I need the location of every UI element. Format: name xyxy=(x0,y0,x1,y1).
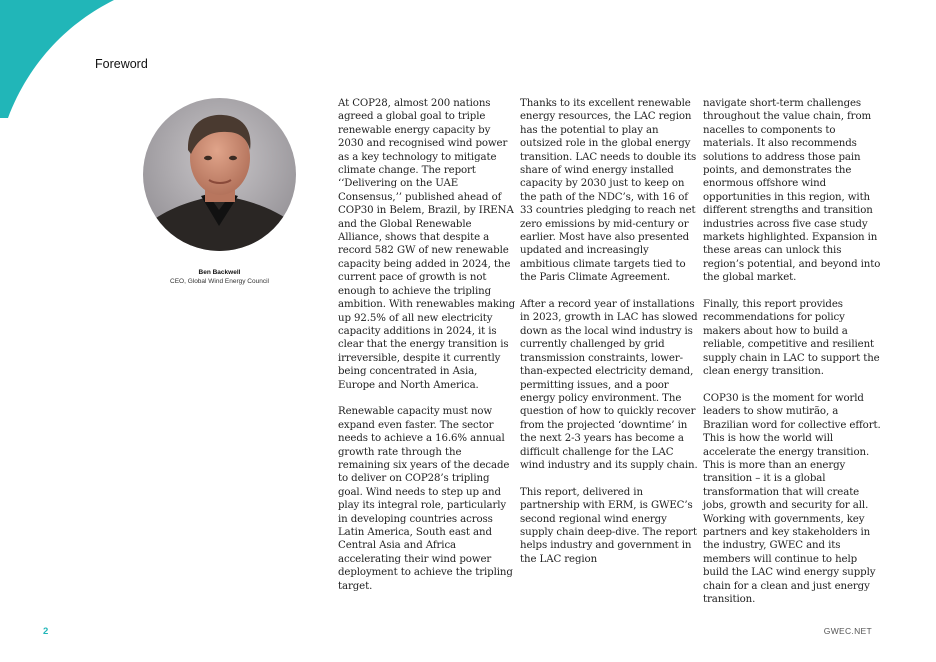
paragraph: Thanks to its excellent renewable energy resources, the LAC region has the potential to play an outsized role in the global energy transition. LAC needs to double its share of wind energy installed capacity by 2030 just to keep on the path of the NDC’s, with 16 of 33 countries pledging to reach net zero emissions by mid-century or earlier. Most have also presented updated and increasingly ambitious climate targets tied to the Paris Climate Agreement. xyxy=(520,98,697,284)
paragraph: This report, delivered in partnership with ERM, is GWEC’s second regional wind energy supply chain deep-dive. The report helps industry and government in the LAC region xyxy=(520,486,697,565)
text-column-2 xyxy=(520,97,698,580)
text-column-3 xyxy=(703,97,881,620)
paragraph: navigate short-term challenges throughout the value chain, from nacelles to components to materials. It also recommends solutions to address those pain points, and demonstrates the enormous offshore wind opportunities in this region, with different strengths and transition industries across five case study markets highlighted. Expansion in these areas can unlock this region’s potential, and beyond into the global market. xyxy=(703,98,881,284)
page-number: 2 xyxy=(43,626,49,637)
author-name: Ben Backwell xyxy=(198,269,241,276)
website-link[interactable]: GWEC.NET xyxy=(823,626,872,636)
paragraph: After a record year of installations in 2023, growth in LAC has slowed down as the local wind industry is currently challenged by grid transmission constraints, lower-than-expected electricity demand, permitting issues, and a poor energy policy environment. The question of how to quickly recover from the projected ‘downtime’ in the next 2-3 years has become a difficult challenge for the LAC wind industry and its supply chain. xyxy=(520,299,698,471)
page-heading: Foreword xyxy=(95,57,148,71)
author-portrait xyxy=(143,98,296,251)
author-title: CEO, Global Wind Energy Council xyxy=(170,278,269,285)
paragraph: COP30 is the moment for world leaders to show mutirão, a Brazilian word for collective effort. This is how the world will accelerate the energy transition. This is more than an energy transition – it is a global transformation that will create jobs, growth and security for all. Working with governments, key partners and key stakeholders in the industry, GWEC and its members will continue to help build the LAC wind energy supply chain for a clean and just energy transition. xyxy=(703,392,881,605)
author-caption xyxy=(150,268,289,286)
paragraph: Finally, this report provides recommendations for policy makers about how to build a reliable, competitive and resilient supply chain in LAC to support the clean energy transition. xyxy=(703,299,880,378)
paragraph: Renewable capacity must now expand even faster. The sector needs to achieve a 16.6% annual growth rate through the remaining six years of the decade to deliver on COP28’s tripling goal. Wind needs to step up and play its integral role, particularly in developing countries across Latin America, South east and Central Asia and Africa accelerating their wind power deployment to achieve the tripling target. xyxy=(338,406,513,592)
paragraph: At COP28, almost 200 nations agreed a global goal to triple renewable energy capacity by 2030 and recognised wind power as a key technology to mitigate climate change. The report ‘‘Delivering on the UAE Consensus,’’ published ahead of COP30 in Belem, Brazil, by IRENA and the Global Renewable Alliance, shows that despite a record 582 GW of new renewable capacity being added in 2024, the current pace of growth is not enough to achieve the tripling ambition. With renewables making up 92.5% of all new electricity capacity additions in 2024, it is clear that the energy transition is irreversible, despite it currently being concentrated in Asia, Europe and North America. xyxy=(338,98,516,391)
text-column-1 xyxy=(338,97,516,606)
